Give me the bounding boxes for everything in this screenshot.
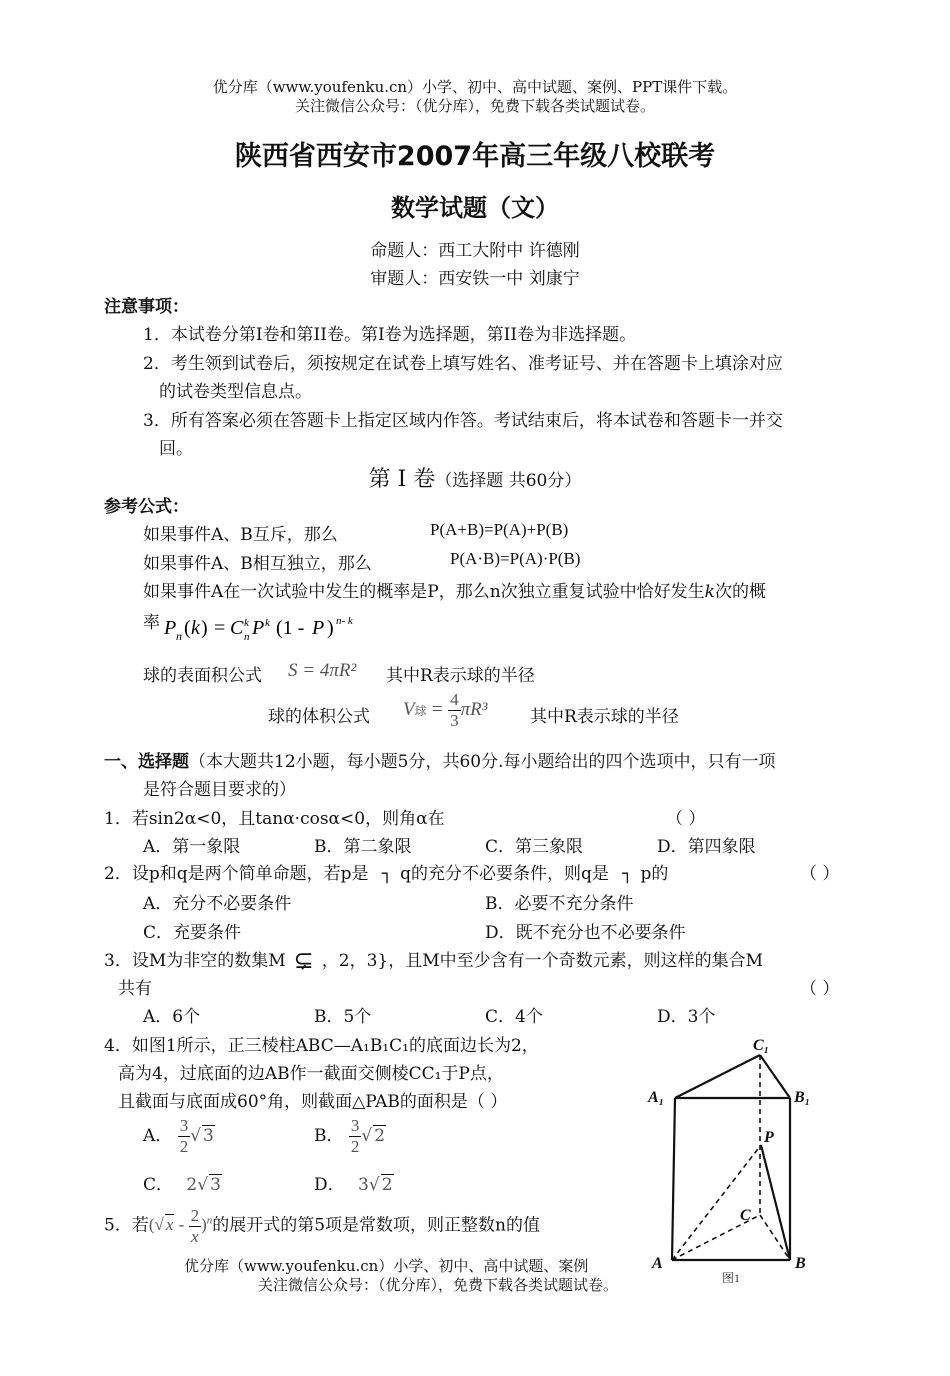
svg-text:(1 -: (1 - [276, 617, 305, 639]
q1-option-a: A．第一象限 [143, 837, 241, 857]
notice-item: 3．所有答案必须在答题卡上指定区域内作答。考试结束后，将本试卷和答题卡一并交 [143, 411, 783, 431]
q4-option-d-rad: 2 [381, 1175, 393, 1195]
formula-3-text [143, 577, 766, 602]
q2-option-c: C．充要条件 [143, 923, 242, 943]
svg-text:k: k [244, 617, 249, 629]
svg-text:P: P [164, 617, 177, 639]
q5-den: x [191, 1227, 199, 1246]
notice-item: 1．本试卷分第I卷和第II卷。第I卷为选择题，第II卷为非选择题。 [143, 325, 637, 345]
svg-text:P: P [252, 617, 265, 639]
q5-stem-a: 5．若 [104, 1215, 149, 1236]
formula-5-rest: πR³ [460, 699, 488, 720]
reviewer-line: 审题人：西安铁一中 刘康宁 [370, 269, 580, 289]
q2-stem-a: 2．设p和q是两个简单命题，若p是 [104, 864, 369, 884]
formula-3-text-c: 率 [143, 613, 160, 633]
label-c: C [740, 1207, 751, 1224]
q5-num: 2 [190, 1206, 200, 1225]
q5-open: ( [148, 1215, 155, 1235]
svg-text:k: k [265, 617, 270, 629]
q4-option-b-fraction [349, 1116, 362, 1157]
q1-stem: 1．若sin2α<0，且tanα·cosα<0，则角α在 [104, 809, 445, 829]
formula-2-math: P(A·B)=P(A)·P(B) [450, 549, 581, 568]
formula-5-num: 4 [450, 690, 459, 709]
formula-5-eq: = [432, 699, 443, 720]
q4-line-3: 且截面与底面成60°角，则截面△PAB的面积是（ ） [118, 1092, 508, 1112]
q5-stem [104, 1206, 540, 1247]
part1-title [0, 462, 950, 493]
formula-5-den: 3 [450, 711, 459, 730]
label-c1: C₁ [753, 1037, 770, 1054]
q1-answer-paren: （ ） [666, 809, 706, 829]
svg-text:P: P [312, 617, 325, 639]
header-line-2: 关注微信公众号：（优分库），免费下载各类试题试卷。 [294, 97, 655, 115]
section1-heading: 一、选择题 [104, 752, 189, 772]
formula-2-text: 如果事件A、B相互独立，那么 [143, 554, 372, 574]
q4-option-c-coef: 2 [186, 1175, 198, 1195]
q5-close: ) [201, 1215, 207, 1235]
formula-5-v: V [403, 699, 415, 720]
q2-option-b: B．必要不充分条件 [485, 894, 634, 914]
figure-caption: 图1 [722, 1271, 741, 1285]
notice-item: 回。 [159, 439, 193, 459]
q2-stem-c: p的 [640, 864, 669, 884]
formula-4-note: 其中R表示球的半径 [386, 666, 535, 686]
q4-option-c-rad: 3 [210, 1175, 221, 1195]
formula-5-note: 其中R表示球的半径 [530, 707, 679, 727]
q1-option-d: D．第四象限 [657, 837, 756, 857]
q4-option-c-label: C． [143, 1175, 174, 1195]
section1-line-a [104, 747, 775, 772]
header-line-1: 优分库（www.youfenku.cn）小学、初中、高中试题、案例、PPT课件下载。 [212, 78, 738, 96]
binomial-formula-graphic [164, 612, 374, 646]
q3-option-c: C．4个 [485, 1007, 543, 1027]
label-b: B [795, 1255, 806, 1272]
page-title: 陕西省西安市2007年高三年级八校联考 [234, 141, 716, 172]
svg-text:): ) [327, 617, 334, 639]
q5-minus: - [178, 1215, 185, 1235]
q3-stem [104, 946, 763, 974]
q4-option-a-label: A． [143, 1126, 173, 1146]
svg-text:n: n [244, 631, 250, 643]
formula-4-math: S = 4πR² [288, 660, 357, 681]
formula-5-fraction [448, 690, 461, 731]
q4-option-a-rad: 3 [203, 1126, 214, 1146]
notice-item: 2．考生领到试卷后，须按规定在试卷上填写姓名、准考证号、并在答题卡上填涂对应 [143, 354, 783, 374]
q1-option-c: C．第三象限 [485, 837, 584, 857]
label-p: P [764, 1129, 774, 1146]
proper-subset-symbol: ⊊ [293, 946, 314, 974]
q4-option-d-label: D． [314, 1175, 345, 1195]
q2-option-d: D．既不充分也不必要条件 [485, 923, 686, 943]
prism-figure [640, 1030, 820, 1290]
q4-option-b: B． $\frac{3}{2}$ √ 2 [314, 1116, 386, 1156]
formula-3-k: k [704, 582, 715, 602]
q2-answer-paren: （ ） [800, 864, 840, 884]
q4-option-a-num: 3 [179, 1116, 189, 1135]
label-a: A [652, 1255, 663, 1272]
q3-stem-c: 共有 [118, 979, 152, 999]
q5-stem-b: 的展开式的第5项是常数项，则正整数n的值 [212, 1215, 540, 1236]
svg-text:n: n [176, 629, 182, 643]
svg-text:): ) [201, 617, 208, 639]
label-b1: B₁ [794, 1089, 811, 1106]
q4-option-b-num: 3 [350, 1116, 360, 1135]
formula-3-math [164, 612, 374, 651]
q2-option-a: A．充分不必要条件 [143, 894, 292, 914]
q4-option-b-rad: 2 [374, 1126, 386, 1146]
formula-1-math: P(A+B)=P(A)+P(B) [430, 520, 569, 539]
formulas-heading: 参考公式： [104, 497, 189, 517]
author-line: 命题人：西工大附中 许德刚 [370, 241, 580, 261]
edge-c-b-hidden [760, 1215, 790, 1260]
formula-5-sub: 球 [414, 704, 427, 718]
q4-option-b-den: 2 [350, 1137, 360, 1156]
part1-subtitle: （选择题 共60分） [435, 471, 582, 491]
page-subtitle: 数学试题（文） [391, 194, 559, 222]
q4-option-b-label: B． [314, 1126, 344, 1146]
formula-3-text-a: 如果事件A在一次试验中发生的概率是P，那么n次独立重复试验中恰好发生 [143, 582, 705, 602]
edge-a1-c1 [675, 1055, 760, 1098]
q5-math: (√ x - $\frac{2}{x}$ )$^n$ [148, 1206, 213, 1246]
negation-symbol: ┐ [381, 864, 393, 884]
section1-desc-b: 是符合题目要求的） [143, 780, 296, 800]
formula-3-text-b: 次的概 [714, 582, 766, 602]
q5-fraction [189, 1206, 202, 1247]
q4-option-d-coef: 3 [358, 1175, 369, 1195]
q3-stem-b: ，2，3}，且M中至少含有一个奇数元素，则这样的集合M [321, 951, 764, 971]
formula-4-text: 球的表面积公式 [143, 666, 262, 686]
section1-desc-a: （本大题共12小题，每小题5分，共60分.每小题给出的四个选项中，只有一项 [189, 752, 776, 772]
q5-exp: n [206, 1214, 213, 1227]
part1-title-text: 第 I 卷 [368, 467, 436, 492]
q3-stem-a: 3．设M为非空的数集M [104, 951, 286, 971]
edge-b-p [761, 1145, 790, 1260]
edge-a-p-hidden [672, 1145, 761, 1260]
formula-1-text: 如果事件A、B互斥，那么 [143, 525, 338, 545]
notice-item: 的试卷类型信息点。 [159, 382, 312, 402]
svg-text:=: = [214, 617, 226, 639]
q4-option-a-fraction [178, 1116, 191, 1157]
footer-line-2: 关注微信公众号：（优分库），免费下载各类试题试卷。 [258, 1276, 619, 1294]
q1-option-b: B．第二象限 [314, 837, 412, 857]
footer-line-1: 优分库（www.youfenku.cn）小学、初中、高中试题、案例 [184, 1257, 589, 1275]
q4-option-c: C． 2√ 3 [143, 1175, 221, 1195]
notice-heading: 注意事项： [104, 297, 189, 317]
q2-stem-b: q的充分不必要条件，则q是 [400, 864, 609, 884]
edge-a1-a [672, 1098, 675, 1260]
svg-text:k: k [191, 617, 200, 639]
svg-text:(: ( [184, 617, 191, 639]
q4-line-1: 4．如图1所示，正三棱柱ABC—A₁B₁C₁的底面边长为2， [104, 1036, 539, 1056]
q4-option-d: D． 3√ 2 [314, 1175, 393, 1195]
q4-option-a: A． $\frac{3}{2}$ √ 3 [143, 1116, 214, 1156]
q2-stem [104, 859, 668, 884]
formula-5-math [403, 690, 487, 731]
q3-answer-paren: （ ） [800, 979, 840, 999]
q4-option-a-den: 2 [179, 1137, 189, 1156]
q3-option-a: A．6个 [143, 1007, 201, 1027]
svg-text:C: C [230, 617, 244, 639]
label-a1: A₁ [648, 1089, 665, 1106]
edge-c1-b1 [760, 1055, 790, 1098]
q3-option-d: D．3个 [657, 1007, 716, 1027]
q3-option-b: B．5个 [314, 1007, 372, 1027]
formula-5-text: 球的体积公式 [268, 707, 370, 727]
q5-rad: x [165, 1215, 174, 1235]
negation-symbol: ┐ [622, 864, 633, 884]
q4-line-2: 高为4，过底面的边AB作一截面交侧棱CC₁于P点， [118, 1064, 504, 1084]
svg-text:n- k: n- k [336, 615, 353, 627]
